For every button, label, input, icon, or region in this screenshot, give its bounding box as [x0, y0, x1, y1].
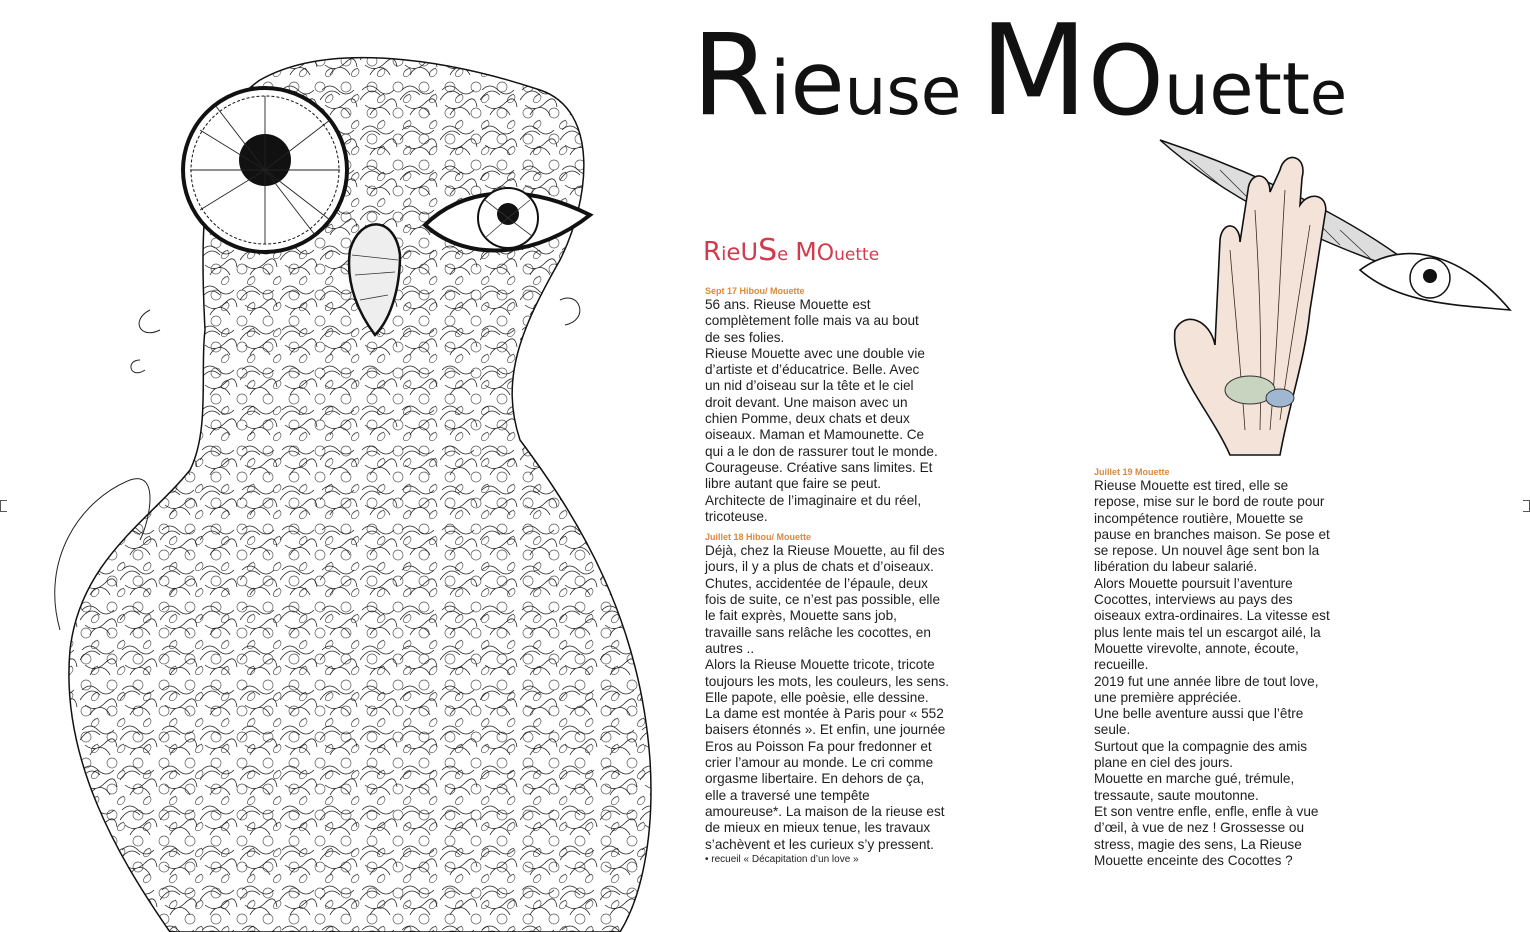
subtitle-letter: uette: [834, 245, 880, 265]
subtitle-letter: e: [726, 240, 741, 266]
date-label: Juillet 18 Hibou/ Mouette: [705, 532, 812, 543]
text-line: tressaute, saute moutonne.: [1094, 787, 1259, 803]
hand-feather-eye-illustration: [1130, 130, 1520, 460]
text-line: le fait exprès, Mouette sans job,: [705, 608, 897, 624]
text-line: oiseaux extra-ordinaires. La vitesse est: [1094, 608, 1330, 624]
text-line: libération du labeur salarié.: [1094, 559, 1258, 575]
text-line: Déjà, chez la Rieuse Mouette, au fil des: [705, 543, 945, 559]
text-line: jours, il y a plus de chats et d’oiseaux.: [705, 559, 934, 575]
crop-mark-right: [1523, 500, 1530, 512]
article-column-1: [705, 285, 957, 867]
text-line: Rieuse Mouette avec une double vie: [705, 345, 925, 361]
text-line: plus lente mais tel un escargot ailé, la: [1094, 624, 1321, 640]
text-line: 56 ans. Rieuse Mouette est: [705, 297, 871, 312]
text-line: de mieux en mieux tenue, les travaux: [705, 820, 931, 836]
section-body: [1094, 478, 1346, 869]
text-line: Mouette enceinte des Cocottes ?: [1094, 852, 1293, 868]
text-line: incompétence routière, Mouette se: [1094, 510, 1304, 526]
subtitle-letter: M: [795, 237, 817, 266]
text-line: Chutes, accidentée de l’épaule, deux: [705, 575, 928, 591]
text-line: Eros au Poisson Fa pour fredonner et: [705, 738, 932, 754]
text-line: plane en ciel des jours.: [1094, 755, 1234, 771]
text-line: baisers étonnés ». Et enfin, une journée: [705, 722, 946, 738]
text-line: libre autant que faire se peut.: [705, 476, 882, 492]
text-line: recueille.: [1094, 657, 1149, 673]
text-line: droit devant. Une maison avec un: [705, 394, 908, 410]
text-line: Et son ventre enfle, enfle, enfle à vue: [1094, 803, 1319, 819]
text-line: elle a traversé une tempête: [705, 787, 870, 803]
main-title: [692, 0, 1452, 144]
subtitle-letter: R: [703, 237, 722, 267]
text-line: La dame est montée à Paris pour « 552: [705, 706, 944, 722]
text-line: repose, mise sur le bord de route pour: [1094, 494, 1325, 510]
text-line: stress, magie des sens, La Rieuse: [1094, 836, 1302, 852]
section-body: [705, 297, 957, 525]
text-line: complètement folle mais va au bout: [705, 313, 919, 329]
left-page: [0, 0, 660, 932]
text-line: crier l’amour au monde. Le cri comme: [705, 755, 934, 771]
text-line: d’œil, à vue de nez ! Grossesse ou: [1094, 820, 1305, 836]
text-line: chien Pomme, deux chats et deux: [705, 411, 910, 427]
text-line: d’artiste et d’éducatrice. Belle. Avec: [705, 362, 920, 378]
text-line: Alors la Rieuse Mouette tricote, tricote: [705, 657, 935, 673]
main-title-letter: e: [1310, 59, 1347, 129]
article-column-2: [1094, 466, 1346, 869]
main-title-letter: uett: [1163, 47, 1311, 131]
text-line: Courageuse. Créative sans limites. Et: [705, 459, 933, 475]
text-line: qui a le don de rassurer tout le monde.: [705, 443, 938, 459]
text-line: de ses folies.: [705, 329, 785, 345]
main-title-letter: i: [769, 46, 791, 132]
subtitle-letter: e: [777, 244, 789, 265]
text-line: Surtout que la compagnie des amis: [1094, 738, 1308, 754]
subtitle-letter: i: [721, 243, 727, 265]
subtitle-letter: U: [740, 238, 759, 266]
owl-illustration: [0, 0, 660, 932]
text-line: tricoteuse.: [705, 508, 768, 524]
text-line: oiseaux. Maman et Mamounette. Ce: [705, 427, 925, 443]
text-line: orgasme libertaire. En dehors de ça,: [705, 771, 925, 787]
main-title-letter: M: [979, 0, 1089, 144]
text-line: travaille sans relâche les cocottes, en: [705, 624, 931, 640]
date-label: Juillet 19 Mouette: [1094, 467, 1170, 477]
subtitle-letter: S: [758, 233, 778, 268]
text-line: Cocottes, interviews au pays des: [1094, 592, 1293, 608]
main-title-letter: e: [790, 32, 845, 135]
text-line: pause en branches maison. Se pose et: [1094, 526, 1330, 542]
footnote: • recueil « Décapitation d’un love »: [705, 853, 859, 865]
text-line: toujours les mots, les couleurs, les sens.: [705, 673, 950, 689]
text-line: Une belle aventure aussi que l’être: [1094, 706, 1304, 722]
text-line: Architecte de l’imaginaire et du réel,: [705, 492, 922, 508]
text-line: seule.: [1094, 722, 1131, 738]
main-title-letter: use: [844, 53, 962, 130]
text-line: fois de suite, ce n’est pas possible, elle: [705, 592, 941, 608]
article-subtitle: [703, 233, 880, 268]
text-line: Mouette en marche gué, trémule,: [1094, 771, 1295, 787]
text-line: Alors Mouette poursuit l’aventure: [1094, 575, 1293, 591]
text-line: se repose. Un nouvel âge sent bon la: [1094, 543, 1320, 559]
text-line: amoureuse*. La maison de la rieuse est: [705, 803, 945, 819]
subtitle-letter: O: [816, 241, 835, 266]
text-line: un nid d’oiseau sur la tête et le ciel: [705, 378, 914, 394]
text-line: Elle papote, elle poèsie, elle dessine.: [705, 689, 929, 705]
main-title-letter: O: [1088, 25, 1164, 137]
text-line: 2019 fut une année libre de tout love,: [1094, 673, 1319, 689]
text-line: Mouette virevolte, annote, écoute,: [1094, 640, 1299, 656]
crop-mark-left: [0, 500, 7, 512]
text-line: une première appréciée.: [1094, 689, 1242, 705]
text-line: autres ..: [705, 640, 755, 656]
text-line: s’achèvent et les curieux s’y pressent.: [705, 836, 934, 852]
date-label: Sept 17 Hibou/ Mouette: [705, 286, 805, 296]
text-line: Rieuse Mouette est tired, elle se: [1094, 478, 1289, 493]
section-body: [705, 543, 957, 853]
main-title-letter: R: [692, 11, 770, 141]
